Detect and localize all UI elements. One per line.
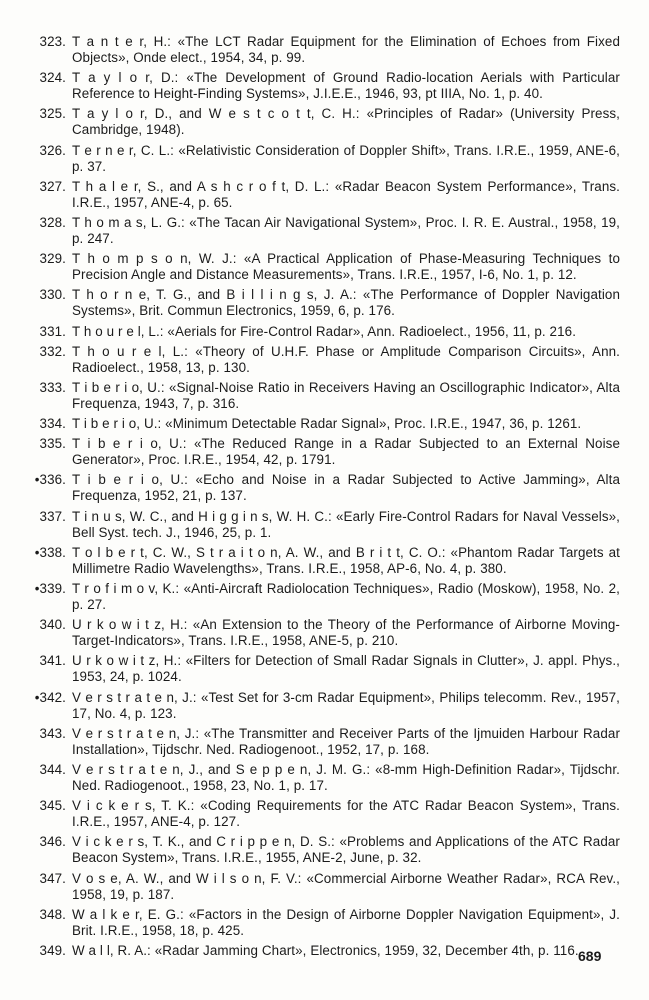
reference-text: T i b e r i o, U.: «Echo and Noise in a Radar Subjected to Active Jamming», Alta Frequenza, 1952, 21, p. 137. [72,472,620,504]
reference-entry [0,70,620,102]
reference-entry [0,106,620,138]
reference-text: T a y l o r, D.: «The Development of Ground Radio-location Aerials with Particular Reference to Height-Finding Systems», J.I.E.E., 1946, 93, pt IIIA, No. 1, p. 40. [72,70,620,102]
reference-number: •338. [34,544,66,560]
reference-text: U r k o w i t z, H.: «An Extension to the Theory of the Performance of Airborne Moving-Target-Indicators», Trans. I.R.E., 1958, ANE-5, p. 210. [72,617,620,649]
reference-number: 340. [39,617,66,633]
reference-text: T i n u s, W. C., and H i g g i n s, W. H. C.: «Early Fire-Control Radars for Naval Vessels», Bell Syst. tech. J., 1946, 25, p. 1. [72,508,620,540]
reference-number: 333. [39,379,66,395]
reference-text: T h o m p s o n, W. J.: «A Practical Application of Phase-Measuring Techniques to Precision Angle and Distance Measurements», Trans. I.R.E., 1957, I-6, No. 1, p. 12. [72,251,620,283]
reference-text: V o s e, A. W., and W i l s o n, F. V.: «Commercial Airborne Weather Radar», RCA Rev., 1958, 19, p. 187. [72,870,620,902]
reference-number: •336. [34,472,66,488]
reference-text: T a n t e r, H.: «The LCT Radar Equipment for the Elimination of Echoes from Fixed Objects», Onde elect., 1954, 34, p. 99. [72,34,620,65]
reference-entry [0,834,620,866]
reference-entry [0,344,620,376]
reference-number: 348. [39,906,66,922]
reference-number: 346. [39,834,66,850]
reference-number: 327. [39,178,66,194]
reference-text: V e r s t r a t e n, J.: «The Transmitter and Receiver Parts of the Ijmuiden Harbour Radar Installation», Tijdschr. Ned. Radiogenoot., 1952, 17, p. 168. [72,725,620,757]
reference-entry [0,871,620,903]
reference-entry [0,617,620,649]
reference-text: T e r n e r, C. L.: «Relativistic Consideration of Doppler Shift», Trans. I.R.E., 1959, ANE-6, p. 37. [72,142,620,174]
reference-entry [0,690,620,722]
reference-text: V e r s t r a t e n, J., and S e p p e n, J. M. G.: «8-mm High-Definition Radar», Tijdschr. Ned. Radiogenoot., 1958, 23, No. 1, p. 17. [72,761,620,793]
reference-number: 328. [39,214,66,230]
reference-text: T i b e r i o, U.: «The Reduced Range in a Radar Subjected to an External Noise Generator», Proc. I.R.E., 1954, 42, p. 1791. [72,436,620,468]
reference-number: •339. [34,581,66,596]
reference-text: U r k o w i t z, H.: «Filters for Detection of Small Radar Signals in Clutter», J. appl. Phys., 1953, 24, p. 1024. [72,653,620,685]
page-number: 689 [578,948,602,964]
reference-number: 329. [39,251,66,267]
reference-text: T o l b e r t, C. W., S t r a i t o n, A. W., and B r i t t, C. O.: «Phantom Radar Targets at Millimetre Radio Wavelengths», Trans. I.R.E., 1958, AP-6, No. 4, p. 380. [72,544,620,576]
reference-text: T i b e r i o, U.: «Minimum Detectable Radar Signal», Proc. I.R.E., 1947, 36, p. 1261. [72,416,582,432]
reference-text: T h o u r e l, L.: «Aerials for Fire-Control Radar», Ann. Radioelect., 1956, 11, p. 216. [72,323,577,339]
reference-number: 334. [39,416,66,432]
reference-number: 341. [39,653,66,669]
reference-number: 345. [39,798,66,814]
reference-text: V e r s t r a t e n, J.: «Test Set for 3-cm Radar Equipment», Philips telecomm. Rev., 1957, 17, No. 4, p. 123. [72,689,620,721]
reference-text: V i c k e r s, T. K., and C r i p p e n, D. S.: «Problems and Applications of the ATC Radar Beacon System», Trans. I.R.E., 1955, ANE-2, June, p. 32. [72,834,620,866]
reference-entry [0,907,620,939]
reference-number: 335. [39,436,66,452]
reference-entry [0,179,620,211]
reference-entry [0,798,620,830]
reference-entry [0,34,620,66]
reference-text: T i b e r i o, U.: «Signal-Noise Ratio in Receivers Having an Oscillographic Indicator», Alta Frequenza, 1943, 7, p. 316. [72,379,620,411]
reference-entry [0,943,620,959]
reference-entry [0,762,620,794]
reference-text: T h a l e r, S., and A s h c r o f t, D. L.: «Radar Beacon System Performance», Trans. I.R.E., 1957, ANE-4, p. 65. [72,178,620,210]
reference-number: 325. [39,106,66,122]
reference-text: W a l l, R. A.: «Radar Jamming Chart», Electronics, 1959, 32, December 4th, p. 116. [72,942,579,958]
reference-text: W a l k e r, E. G.: «Factors in the Design of Airborne Doppler Navigation Equipment», J. Brit. I.R.E., 1958, 18, p. 425. [72,906,620,938]
reference-entry [0,215,620,247]
reference-entry [0,287,620,319]
reference-entry [0,472,620,504]
reference-entry [0,436,620,468]
reference-entry [0,509,620,541]
reference-text: V i c k e r s, T. K.: «Coding Requirements for the ATC Radar Beacon System», Trans. I.R.E., 1957, ANE-4, p. 127. [72,798,620,830]
reference-entry [0,545,620,577]
reference-number: 337. [39,508,66,524]
reference-entry [0,416,620,432]
reference-text: T h o u r e l, L.: «Theory of U.H.F. Phase or Amplitude Comparison Circuits», Ann. Radioelect., 1958, 13, p. 130. [72,343,620,375]
reference-number: 323. [39,34,66,49]
reference-entry [0,251,620,283]
reference-number: 344. [39,761,66,777]
reference-text: T h o m a s, L. G.: «The Tacan Air Navigational System», Proc. I. R. E. Austral., 1958, 19, p. 247. [72,214,620,246]
reference-number: •342. [34,689,66,705]
reference-number: 326. [39,142,66,158]
reference-entry [0,726,620,758]
reference-number: 332. [39,343,66,359]
reference-number: 347. [39,870,66,886]
reference-entry [0,653,620,685]
reference-entry [0,324,620,340]
reference-number: 330. [39,287,66,303]
reference-text: T r o f i m o v, K.: «Anti-Aircraft Radiolocation Techniques», Radio (Moskow), 1958, No. 2, p. 27. [72,581,620,612]
reference-list [0,34,620,963]
reference-entry [0,581,620,613]
reference-number: 331. [39,323,66,339]
reference-entry [0,143,620,175]
reference-number: 349. [39,942,66,958]
reference-number: 324. [39,70,66,86]
reference-text: T a y l o r, D., and W e s t c o t t, C. H.: «Principles of Radar» (University Press, Cambridge, 1948). [72,106,620,138]
reference-entry [0,380,620,412]
reference-number: 343. [39,725,66,741]
reference-text: T h o r n e, T. G., and B i l l i n g s, J. A.: «The Performance of Doppler Navigation Systems», Brit. Commun Electronics, 1959, 6, p. 176. [72,287,620,319]
